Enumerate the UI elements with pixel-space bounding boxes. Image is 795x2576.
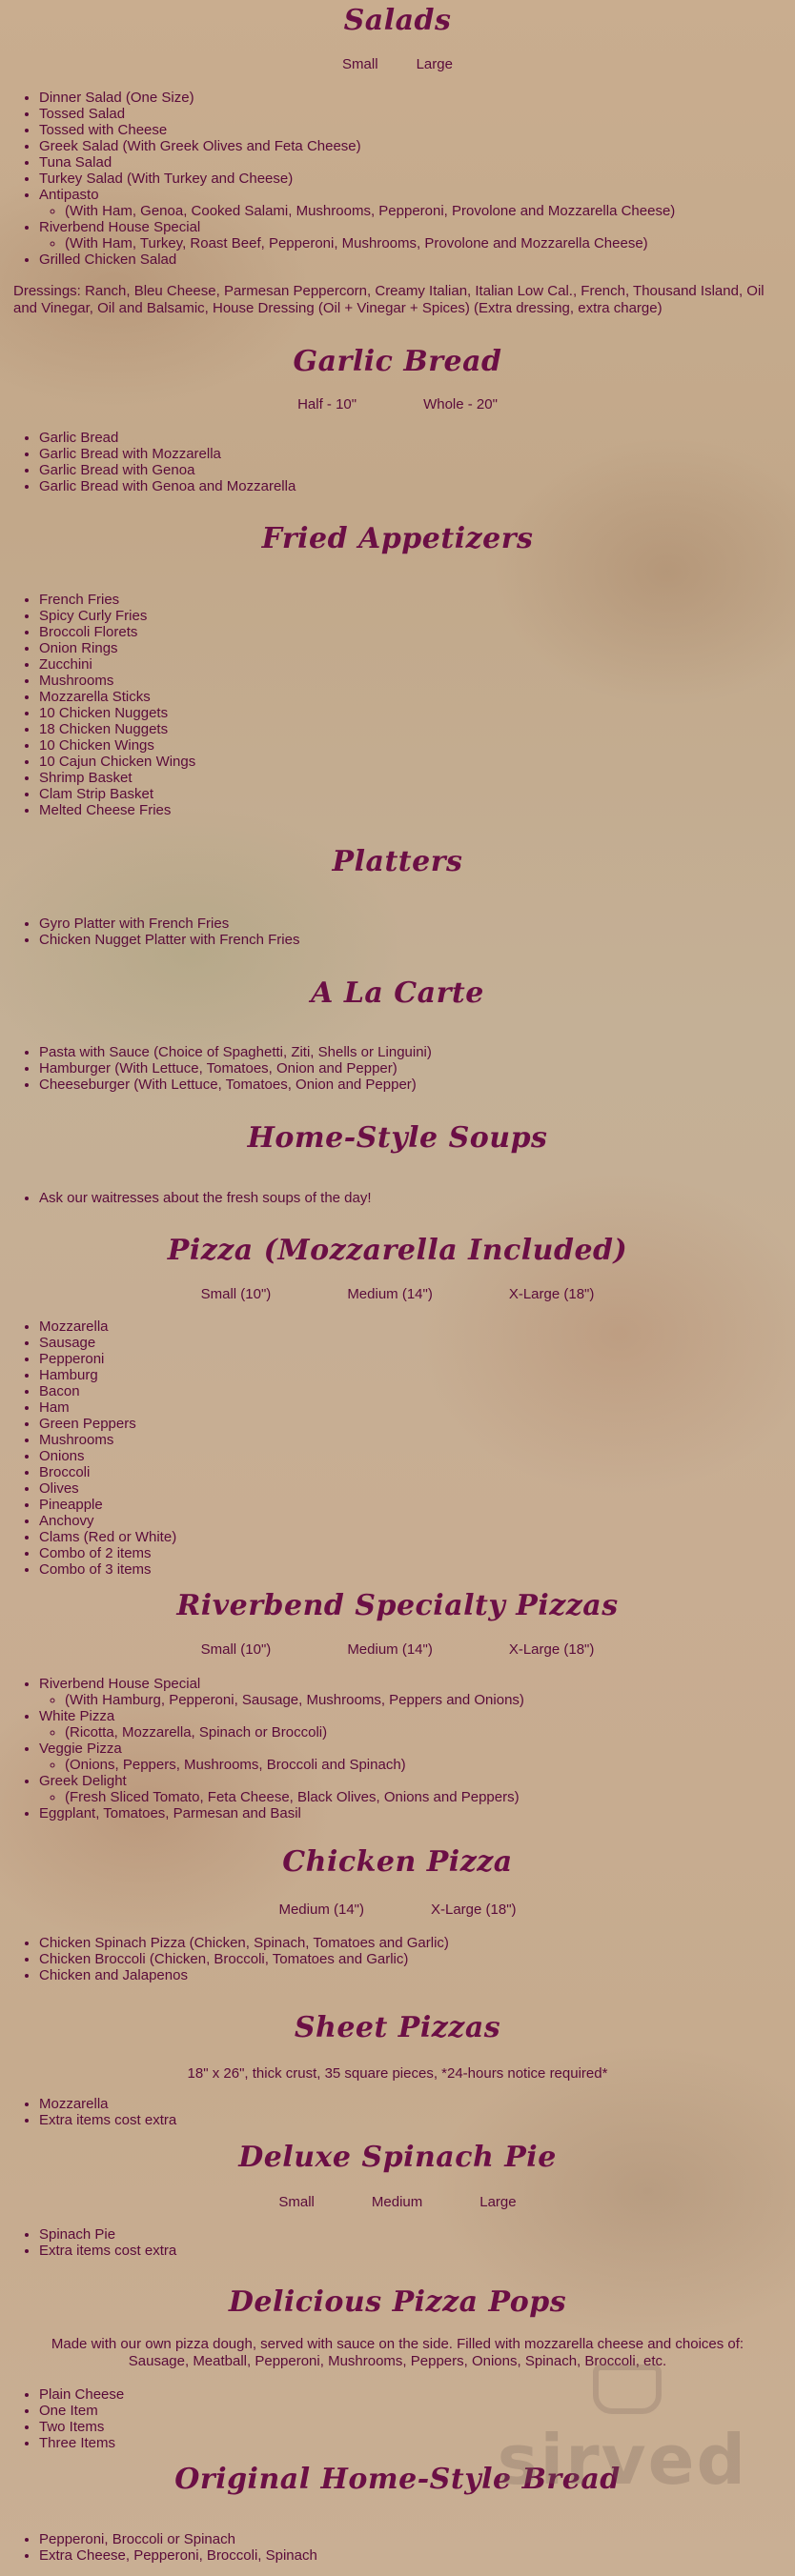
- size-label: Small: [342, 56, 378, 72]
- specialty-list: [0, 1676, 795, 1821]
- soups-list: [0, 1190, 795, 1206]
- list-item: • Ham: [39, 1399, 795, 1416]
- list-item: [39, 187, 795, 219]
- list-item: • Hamburger (With Lettuce, Tomatoes, Onion and Pepper): [39, 1060, 795, 1077]
- specialty-sizes: [0, 1641, 795, 1658]
- list-item: • Chicken Nugget Platter with French Fries: [39, 932, 795, 948]
- spinach-pie-section: [0, 2141, 795, 2174]
- size-label: Small (10"): [200, 1286, 272, 1302]
- salads-sizes: [0, 56, 795, 72]
- size-label: Small (10"): [200, 1641, 272, 1658]
- soups-title: Home-Style Soups: [247, 1121, 548, 1155]
- list-item: • Melted Cheese Fries: [39, 802, 795, 818]
- list-item: • Mushrooms: [39, 1432, 795, 1448]
- list-item: • Pasta with Sauce (Choice of Spaghetti, Ziti, Shells or Linguini): [39, 1044, 795, 1060]
- list-item: • One Item: [39, 2403, 795, 2419]
- list-item: • Combo of 3 items: [39, 1561, 795, 1578]
- list-item: • French Fries: [39, 592, 795, 608]
- size-label: X-Large (18"): [508, 1286, 595, 1302]
- a-la-carte-list: [0, 1044, 795, 1093]
- list-item: • 18 Chicken Nuggets: [39, 721, 795, 737]
- platters-section: [0, 845, 795, 878]
- list-item: • Onions: [39, 1448, 795, 1464]
- platters-list: [0, 916, 795, 948]
- list-item: • Chicken and Jalapenos: [39, 1967, 795, 1983]
- list-item: • Mushrooms: [39, 673, 795, 689]
- list-item: • Clam Strip Basket: [39, 786, 795, 802]
- spinach-pie-sizes: [0, 2194, 795, 2210]
- item-label: Riverbend House Special: [39, 219, 201, 235]
- salads-list: [0, 90, 795, 268]
- list-subitem: ◦ (With Ham, Genoa, Cooked Salami, Mushrooms, Pepperoni, Provolone and Mozzarella Cheese): [65, 203, 795, 219]
- size-label: Medium: [371, 2194, 423, 2210]
- list-item: • Ask our waitresses about the fresh soups of the day!: [39, 1190, 795, 1206]
- pizza-title: Pizza (Mozzarella Included): [167, 1234, 628, 1267]
- list-item: • Mozzarella Sticks: [39, 689, 795, 705]
- list-item: • Eggplant, Tomatoes, Parmesan and Basil: [39, 1805, 795, 1821]
- list-item: • Turkey Salad (With Turkey and Cheese): [39, 171, 795, 187]
- specialty-title: Riverbend Specialty Pizzas: [176, 1589, 619, 1622]
- sheet-pizzas-subtitle: [0, 2065, 795, 2082]
- size-label: Medium (14"): [347, 1286, 433, 1302]
- list-item: • Anchovy: [39, 1513, 795, 1529]
- list-subitem: ◦ (With Ham, Turkey, Roast Beef, Pepperoni, Mushrooms, Provolone and Mozzarella Cheese): [65, 235, 795, 252]
- list-item: • Chicken Broccoli (Chicken, Broccoli, Tomatoes and Garlic): [39, 1951, 795, 1967]
- pizza-section: [0, 1234, 795, 1267]
- list-item: • Three Items: [39, 2435, 795, 2451]
- salads-section: [0, 4, 795, 37]
- size-label: X-Large (18"): [431, 1902, 517, 1918]
- spinach-pie-list: [0, 2226, 795, 2259]
- salads-title: Salads: [343, 4, 452, 37]
- soups-section: [0, 1121, 795, 1155]
- sheet-pizzas-title: Sheet Pizzas: [294, 2011, 501, 2044]
- chicken-pizza-title: Chicken Pizza: [282, 1845, 513, 1879]
- list-item: • Extra items cost extra: [39, 2112, 795, 2128]
- size-label: Whole - 20": [423, 396, 498, 413]
- list-item: [39, 1676, 795, 1708]
- list-item: • 10 Cajun Chicken Wings: [39, 754, 795, 770]
- list-item: • Hamburg: [39, 1367, 795, 1383]
- chicken-pizza-list: [0, 1935, 795, 1983]
- list-item: • Broccoli: [39, 1464, 795, 1480]
- item-label: Antipasto: [39, 187, 99, 203]
- a-la-carte-section: [0, 976, 795, 1010]
- fried-appetizers-section: [0, 522, 795, 555]
- list-item: • Spinach Pie: [39, 2226, 795, 2243]
- a-la-carte-title: A La Carte: [311, 976, 484, 1010]
- bread-list: [0, 2531, 795, 2564]
- list-item: • Combo of 2 items: [39, 1545, 795, 1561]
- list-item: • Spicy Curly Fries: [39, 608, 795, 624]
- list-item: • Clams (Red or White): [39, 1529, 795, 1545]
- pizza-sizes: [0, 1286, 795, 1302]
- pizza-pops-description: [0, 2336, 795, 2370]
- dressings-text: Dressings: Ranch, Bleu Cheese, Parmesan Peppercorn, Creamy Italian, Italian Low Cal., French, Thousand Island, Oil and Vinegar, Oil and Balsamic, House Dressing (Oil + Vinegar + Spices) (Extra dressing, extra charge): [13, 283, 764, 316]
- sheet-pizzas-section: [0, 2011, 795, 2044]
- platters-title: Platters: [332, 845, 463, 878]
- list-item: • Plain Cheese: [39, 2386, 795, 2403]
- list-item: • Garlic Bread with Mozzarella: [39, 446, 795, 462]
- garlic-bread-sizes: [0, 396, 795, 413]
- list-item: • Tossed Salad: [39, 106, 795, 122]
- list-item: • Grilled Chicken Salad: [39, 252, 795, 268]
- list-item: • Two Items: [39, 2419, 795, 2435]
- chicken-pizza-section: [0, 1845, 795, 1879]
- list-subitem: ◦ (Onions, Peppers, Mushrooms, Broccoli and Spinach): [65, 1757, 795, 1773]
- item-label: Greek Delight: [39, 1773, 127, 1789]
- garlic-bread-section: [0, 345, 795, 378]
- fork-plate-icon: [593, 2365, 662, 2414]
- list-item: [39, 1773, 795, 1805]
- list-item: • Greek Salad (With Greek Olives and Feta Cheese): [39, 138, 795, 154]
- sheet-pizzas-list: [0, 2096, 795, 2128]
- list-subitem: ◦ (Ricotta, Mozzarella, Spinach or Broccoli): [65, 1724, 795, 1741]
- list-item: • Garlic Bread: [39, 430, 795, 446]
- item-label: Riverbend House Special: [39, 1676, 201, 1692]
- size-label: Large: [479, 2194, 517, 2210]
- size-label: Small: [278, 2194, 315, 2210]
- size-label: Large: [416, 56, 453, 72]
- list-subitem: ◦ (With Hamburg, Pepperoni, Sausage, Mushrooms, Peppers and Onions): [65, 1692, 795, 1708]
- pizza-pops-text: Made with our own pizza dough, served with sauce on the side. Filled with mozzarella cheese and choices of: Sausage, Meatball, Pepperoni, Mushrooms, Peppers, Onions, Spinach, Broccoli, etc.: [51, 2336, 744, 2369]
- item-label: Veggie Pizza: [39, 1741, 122, 1757]
- list-item: • Garlic Bread with Genoa: [39, 462, 795, 478]
- size-label: Medium (14"): [278, 1902, 364, 1918]
- list-item: • Extra Cheese, Pepperoni, Broccoli, Spinach: [39, 2547, 795, 2564]
- garlic-bread-title: Garlic Bread: [293, 345, 502, 378]
- fried-appetizers-list: [0, 592, 795, 818]
- dressings-note: [0, 283, 795, 317]
- list-item: [39, 219, 795, 252]
- list-item: • Chicken Spinach Pizza (Chicken, Spinach, Tomatoes and Garlic): [39, 1935, 795, 1951]
- list-item: • Tossed with Cheese: [39, 122, 795, 138]
- list-item: • Olives: [39, 1480, 795, 1497]
- watermark-logo: sirved: [497, 2420, 747, 2500]
- list-item: [39, 1708, 795, 1741]
- pizza-list: [0, 1318, 795, 1578]
- list-item: • Pineapple: [39, 1497, 795, 1513]
- list-subitem: ◦ (Fresh Sliced Tomato, Feta Cheese, Black Olives, Onions and Peppers): [65, 1789, 795, 1805]
- specialty-section: [0, 1589, 795, 1622]
- chicken-pizza-sizes: [0, 1902, 795, 1918]
- size-label: Medium (14"): [347, 1641, 433, 1658]
- list-item: • Green Peppers: [39, 1416, 795, 1432]
- list-item: • Sausage: [39, 1335, 795, 1351]
- list-item: • Onion Rings: [39, 640, 795, 656]
- pizza-pops-title: Delicious Pizza Pops: [228, 2285, 567, 2319]
- list-item: • Mozzarella: [39, 1318, 795, 1335]
- list-item: • Pepperoni, Broccoli or Spinach: [39, 2531, 795, 2547]
- list-item: • Pepperoni: [39, 1351, 795, 1367]
- garlic-bread-list: [0, 430, 795, 494]
- fried-appetizers-title: Fried Appetizers: [261, 522, 534, 555]
- list-item: • Broccoli Florets: [39, 624, 795, 640]
- list-item: • Bacon: [39, 1383, 795, 1399]
- list-item: • 10 Chicken Nuggets: [39, 705, 795, 721]
- spinach-pie-title: Deluxe Spinach Pie: [238, 2141, 557, 2174]
- list-item: • Dinner Salad (One Size): [39, 90, 795, 106]
- list-item: • Mozzarella: [39, 2096, 795, 2112]
- list-item: [39, 1741, 795, 1773]
- list-item: • Garlic Bread with Genoa and Mozzarella: [39, 478, 795, 494]
- list-item: • Zucchini: [39, 656, 795, 673]
- list-item: • 10 Chicken Wings: [39, 737, 795, 754]
- list-item: • Cheeseburger (With Lettuce, Tomatoes, Onion and Pepper): [39, 1077, 795, 1093]
- sheet-pizzas-details: 18" x 26", thick crust, 35 square pieces, *24-hours notice required*: [187, 2065, 608, 2082]
- pizza-pops-section: [0, 2285, 795, 2319]
- list-item: • Gyro Platter with French Fries: [39, 916, 795, 932]
- size-label: Half - 10": [297, 396, 357, 413]
- size-label: X-Large (18"): [508, 1641, 595, 1658]
- list-item: • Shrimp Basket: [39, 770, 795, 786]
- bread-title: Original Home-Style Bread: [174, 2463, 621, 2496]
- list-item: • Tuna Salad: [39, 154, 795, 171]
- item-label: White Pizza: [39, 1708, 115, 1724]
- list-item: • Extra items cost extra: [39, 2243, 795, 2259]
